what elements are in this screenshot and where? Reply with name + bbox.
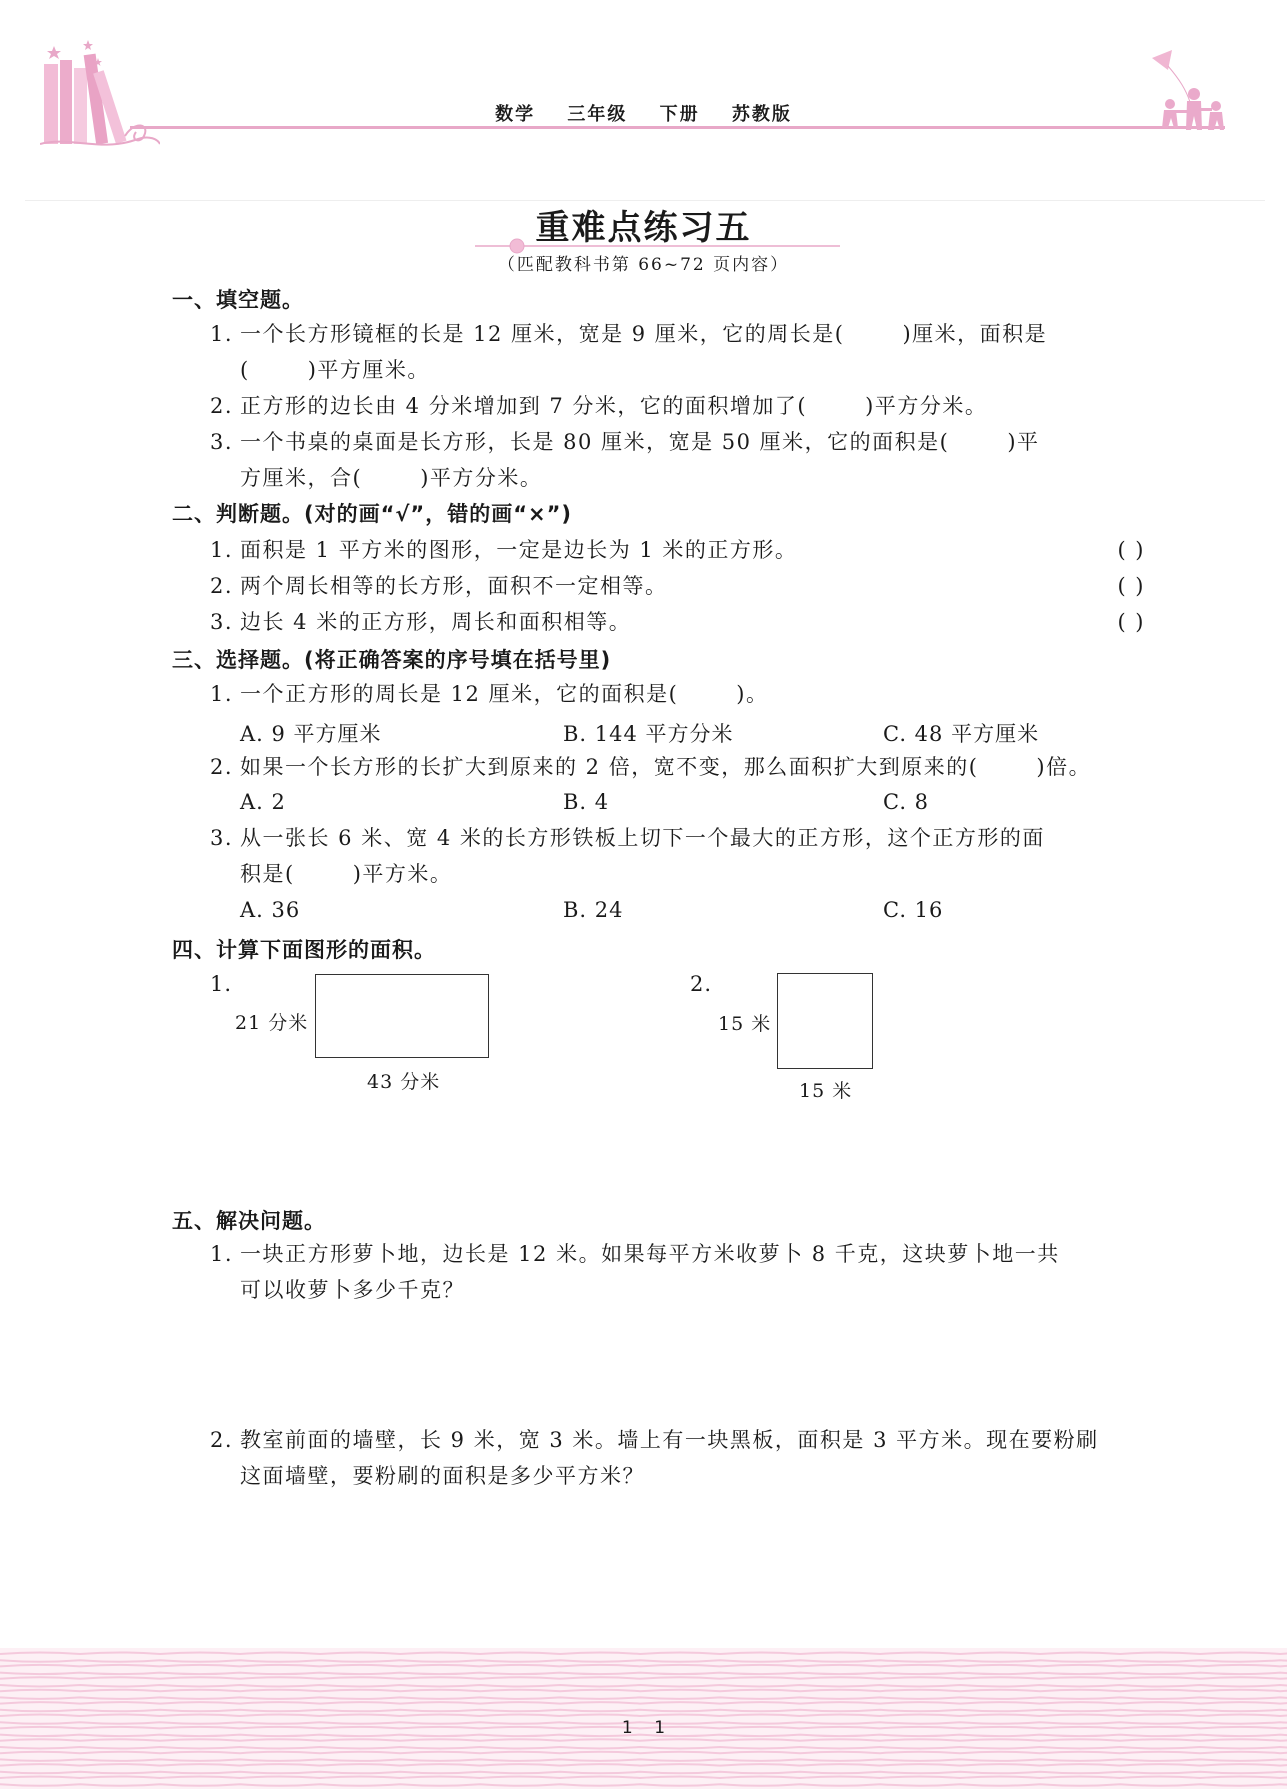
answer-parentheses[interactable]: ( ) [1117,610,1145,634]
question-text: ( [240,358,250,382]
question-number: 2. [210,574,234,598]
section-calc-heading: 四、计算下面图形的面积。 [172,938,436,962]
question-number: 1. [210,682,234,706]
question-text: 可以收萝卜多少千克？ [240,1278,465,1302]
fill-question-2 [210,388,1145,424]
question-text: )平方厘米。 [307,358,430,382]
books-decoration-icon [40,40,160,150]
question-text: )平方分米。 [865,394,988,418]
question-text: 边长 4 米的正方形，周长和面积相等。 [240,610,632,634]
question-number: 1. [210,538,234,562]
question-text: )。 [736,682,769,706]
question-number: 2. [210,755,234,779]
judge-item-2 [210,568,1145,604]
question-text: 方厘米，合( [240,466,363,490]
choice-option-c: C. 48 平方厘米 [883,722,1040,746]
question-text: 这面墙壁，要粉刷的面积是多少平方米？ [240,1464,645,1488]
page-number: 1 1 [621,1718,666,1738]
figure-2-number: 2. [690,972,713,996]
solve-question-2 [210,1422,1145,1494]
question-text: 一个正方形的周长是 12 厘米，它的面积是( [240,682,679,706]
answer-parentheses[interactable]: ( ) [1117,538,1145,562]
judge-item-3 [210,604,1145,640]
question-number: 2. [210,394,234,418]
question-text: 一块正方形萝卜地，边长是 12 米。如果每平方米收萝卜 8 千克，这块萝卜地一共 [240,1242,1060,1266]
question-number: 1. [210,1242,234,1266]
question-text: 教室前面的墙壁，长 9 米，宽 3 米。墙上有一块黑板，面积是 3 平方米。现在要粉刷 [240,1428,1099,1452]
question-text: 一个书桌的桌面是长方形，长是 80 厘米，宽是 50 厘米，它的面积是( [240,430,950,454]
page-title: 重难点练习五 [535,208,752,248]
choice-option-c: C. 16 [883,898,944,922]
section-solve-heading: 五、解决问题。 [172,1209,326,1233]
header-grade: 三年级 [567,104,628,125]
question-number: 3. [210,430,234,454]
header-subject: 数学 [495,104,536,125]
header-volume: 下册 [659,104,700,125]
solve-question-1 [210,1236,1145,1308]
figure-1-bottom-label: 43 分米 [367,1071,441,1093]
square-figure [777,973,873,1069]
choice-question-1 [210,676,1145,712]
question-text: 面积是 1 平方米的图形，一定是边长为 1 米的正方形。 [240,538,798,562]
question-text: 如果一个长方形的长扩大到原来的 2 倍，宽不变，那么面积扩大到原来的( [240,755,979,779]
figure-1-side-label: 21 分米 [235,1012,309,1034]
figure-2-bottom-label: 15 米 [799,1080,853,1102]
choice-option-b: B. 24 [563,898,624,922]
question-number: 3. [210,610,234,634]
choice-option-a: A. 36 [240,898,301,922]
section-judge-heading: 二、判断题。(对的画“√”，错的画“×”) [172,502,573,526]
choice-option-a: A. 9 平方厘米 [240,722,382,746]
answer-parentheses[interactable]: ( ) [1117,574,1145,598]
choice-question-2 [210,749,1145,785]
question-text: 两个周长相等的长方形，面积不一定相等。 [240,574,668,598]
question-text: )平 [1007,430,1040,454]
question-text: )平方米。 [352,862,453,886]
question-number: 3. [210,826,234,850]
choice-option-c: C. 8 [883,790,930,814]
question-text: 积是( [240,862,295,886]
choice-option-a: A. 2 [240,790,286,814]
rectangle-figure [315,974,489,1058]
page-subtitle: （匹配教科书第 66~72 页内容） [497,255,790,275]
children-kite-icon [1150,50,1235,135]
header-rule [130,126,1225,129]
header-edition: 苏教版 [731,104,792,125]
question-text: 正方形的边长由 4 分米增加到 7 分米，它的面积增加了( [240,394,808,418]
choice-option-b: B. 4 [563,790,610,814]
question-number: 1. [210,322,234,346]
fill-question-3 [210,424,1145,496]
fill-question-1 [210,316,1145,388]
section-choice-heading: 三、选择题。(将正确答案的序号填在括号里) [172,648,612,672]
question-number: 2. [210,1428,234,1452]
judge-item-1 [210,532,1145,568]
choice-option-b: B. 144 平方分米 [563,722,734,746]
question-text: )厘米，面积是 [902,322,1048,346]
figure-2-side-label: 15 米 [718,1013,772,1035]
choice-question-3 [210,820,1145,892]
question-text: 一个长方形镜框的长是 12 厘米，宽是 9 厘米，它的周长是( [240,322,845,346]
figure-1-number: 1. [210,972,233,996]
section-fill-heading: 一、填空题。 [172,288,304,312]
question-text: )平方分米。 [420,466,543,490]
header-title [0,100,1287,126]
question-text: )倍。 [1036,755,1092,779]
question-text: 从一张长 6 米、宽 4 米的长方形铁板上切下一个最大的正方形，这个正方形的面 [240,826,1045,850]
